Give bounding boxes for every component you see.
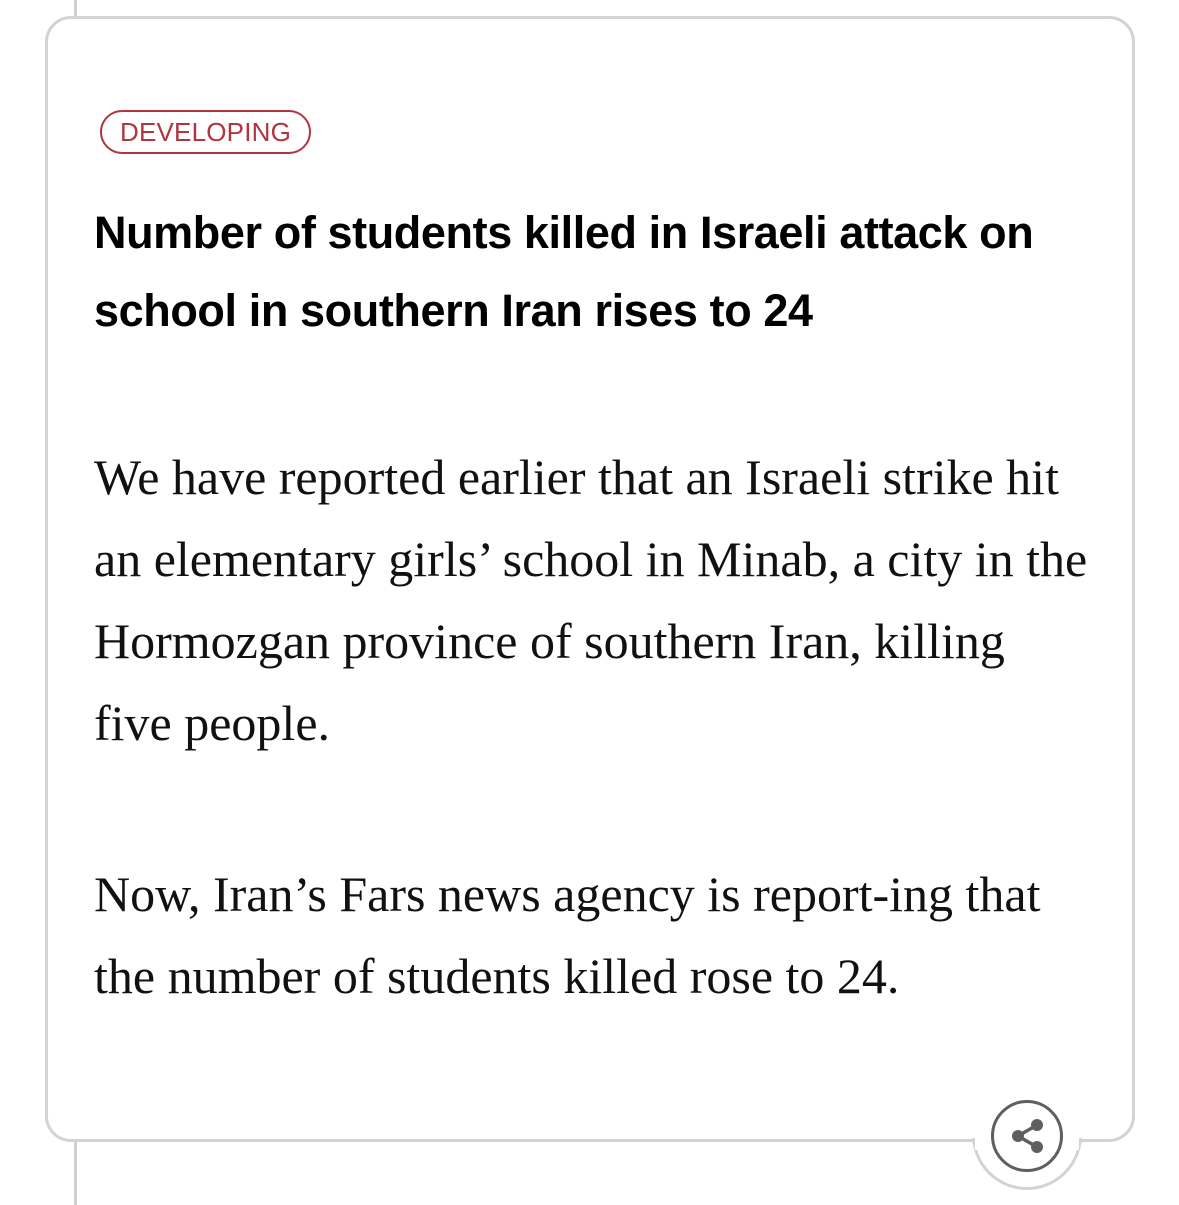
share-icon <box>1007 1116 1047 1156</box>
update-paragraph-2: Now, Iran’s Fars news agency is report-ing that the number of students killed rose to 24. <box>94 866 1041 1004</box>
developing-badge: DEVELOPING <box>100 110 311 154</box>
update-headline: Number of students killed in Israeli attack on school in southern Iran rises to 24 <box>94 207 1034 336</box>
update-paragraph-1: We have reported earlier that an Israeli strike hit an elementary girls’ school in Minab, a city in the Hormozgan province of southern Iran, killing five people. <box>94 449 1088 751</box>
timeline-line-bottom <box>74 1139 77 1205</box>
share-button[interactable] <box>991 1100 1063 1172</box>
